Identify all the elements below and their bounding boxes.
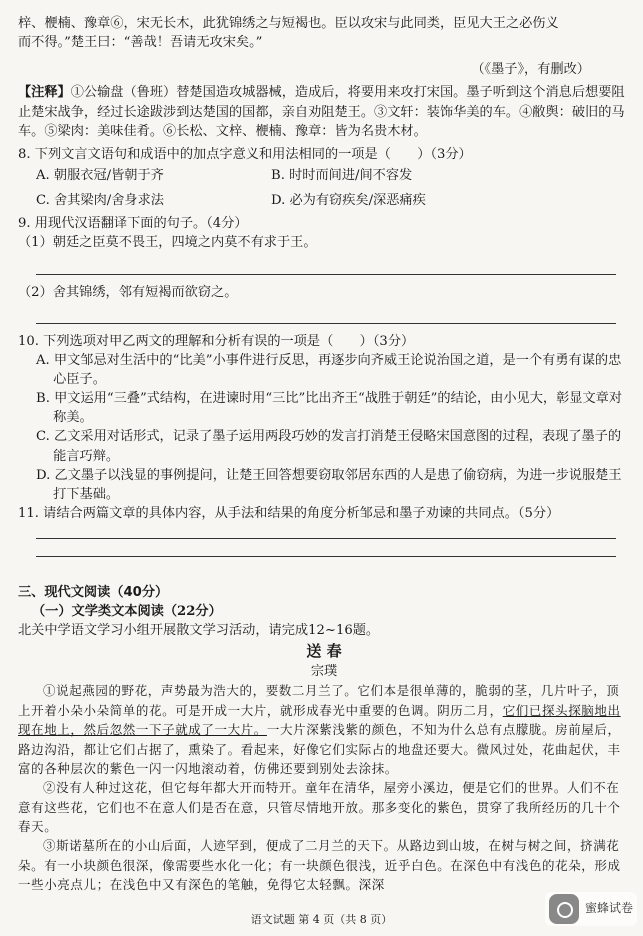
q9-sentence-2: （2）舍其锦绣，邻有短褐而欲窃之。: [18, 284, 238, 300]
section3-title: 三、现代文阅读（40分）: [18, 585, 169, 601]
answer-line[interactable]: [36, 322, 616, 324]
q10-option-c: C. 乙文采用对话形式，记录了墨子运用两段巧妙的发言打消楚王侵略宋国意图的过程，表现了墨子的能言巧辩。: [36, 429, 622, 464]
answer-line[interactable]: [36, 273, 616, 275]
section3-intro: 北关中学语文学习小组开展散文学习活动，请完成12~16题。: [18, 623, 380, 639]
bee-logo-icon: [549, 894, 579, 924]
q11-stem: 11. 请结合两篇文章的具体内容，从手法和结果的角度分析邹忌和墨子劝谏的共同点。（5分）: [18, 505, 560, 521]
q8-option-b: B. 时时而间进/间不容发: [271, 167, 413, 183]
page-footer: 语文试题 第 4 页（共 8 页）: [250, 913, 393, 927]
essay-author: 宗璞: [310, 664, 338, 680]
q8-option-d: D. 必为有窃疾矣/深恶痛疾: [271, 193, 426, 209]
q8-options: [36, 166, 630, 210]
notes-label: 【注释】: [18, 85, 71, 101]
passage-line: 梓、楩楠、豫章⑥，宋无长木，此犹锦绣之与短褐也。臣以攻宋与此同类，臣见大王之必伤义: [18, 16, 559, 31]
essay-body: [18, 681, 630, 894]
answer-line[interactable]: [36, 555, 616, 557]
q10-option-b: B. 甲文运用“三叠”式结构，在进谏时用“三比”比出齐王“战胜于朝廷”的结论，由小见大，彰显文章对称美。: [36, 391, 623, 426]
essay-title: 送 春: [306, 641, 342, 660]
page-content: [18, 14, 630, 895]
q8-option-c: C. 舍其梁肉/舍身求法: [36, 193, 164, 209]
q8-stem: 8. 下列文言文语句和成语中的加点字意义和用法相同的一项是（ ）（3分）: [18, 146, 472, 162]
essay-paragraph-1: ①说起燕园的野花，声势最为浩大的，要数二月兰了。它们本是很单薄的，脆弱的茎，几片叶子，顶上开着小朵小朵简单的花。可是开成一大片，就形成春光中重要的色调。阴历二月，它们已探头探脑地出现在地上，然后忽然一下子就成了一大片。一大片深紫浅紫的颜色，不知为什么总有点朦胧。房前屋后，路边沟沿，都让它们占据了，熏染了。看起来，好像它们实际占的地盘还要大。微风过处，花曲起伏，丰富的各种层次的紫色一闪一闪地滚动着，仿佛还要到别处去涂抹。: [18, 683, 621, 776]
notes: [18, 83, 630, 140]
q10-stem: 10. 下列选项对甲乙两文的理解和分析有误的一项是（ ）（3分）: [18, 333, 415, 349]
passage-source: （《墨子》，有删改）: [471, 62, 590, 78]
section3-subtitle: （一）文学类文本阅读（22分）: [32, 604, 222, 620]
q8-option-a: A. 朝服衣冠/皆朝于齐: [36, 167, 164, 183]
watermark-text: 蜜蜂试卷: [584, 901, 633, 916]
q10-option-a: A. 甲文邹忌对生活中的“比美”小事件进行反思，再逐步向齐威王论说治国之道，是一个有勇有谋的忠心臣子。: [36, 352, 622, 387]
q9-stem: 9. 用现代汉语翻译下面的句子。（4分）: [18, 216, 248, 232]
notes-text: ①公输盘（鲁班）替楚国造攻城器械，造成后，将要用来攻打宋国。墨子听到这个消息后想要阻止楚宋战争，经过长途跋涉到达楚国的国都，亲自劝阻楚王。③文轩：装饰华美的车。④敝舆：破旧的马车。⑤梁肉：美味佳肴。⑥长松、文梓、楩楠、豫章：皆为名贵木材。: [18, 85, 625, 139]
essay-paragraph-3: ③斯诺墓所在的小山后面，人迹罕到，便成了二月兰的天下。从路边到山坡，在树与树之间，挤满花朵。有一小块颜色很深，像需要些水化一化；有一块颜色很浅，近乎白色。在深色中有浅色的花朵，形成一些小亮点儿；在浅色中又有深色的笔触，免得它太轻飘。深深: [18, 838, 621, 893]
watermark: [545, 892, 637, 926]
q9-sentence-1: （1）朝廷之臣莫不畏王，四境之内莫不有求于王。: [18, 235, 317, 251]
essay-paragraph-2: ②没有人种过这花，但它每年都大开而特开。童年在清华，屋旁小溪边，便是它们的世界。人们不在意有这些花，它们也不在意人们是否在意，只管尽情地开放。那多变化的紫色，贯穿了我所经历的几十个春天。: [18, 780, 621, 835]
passage-line: 而不得。”楚王曰：“善哉！吾请无攻宋矣。”: [18, 35, 263, 51]
answer-line[interactable]: [36, 537, 616, 539]
underlined-sentence: 它们已探头探脑地出现在地上，然后忽然一下子就成了一大片。: [18, 702, 621, 738]
q10-option-d: D. 乙文墨子以浅显的事例提问，让楚王回答想要窃取邻居东西的人是患了偷窃病，为进一步说服楚王打下基础。: [36, 467, 622, 502]
